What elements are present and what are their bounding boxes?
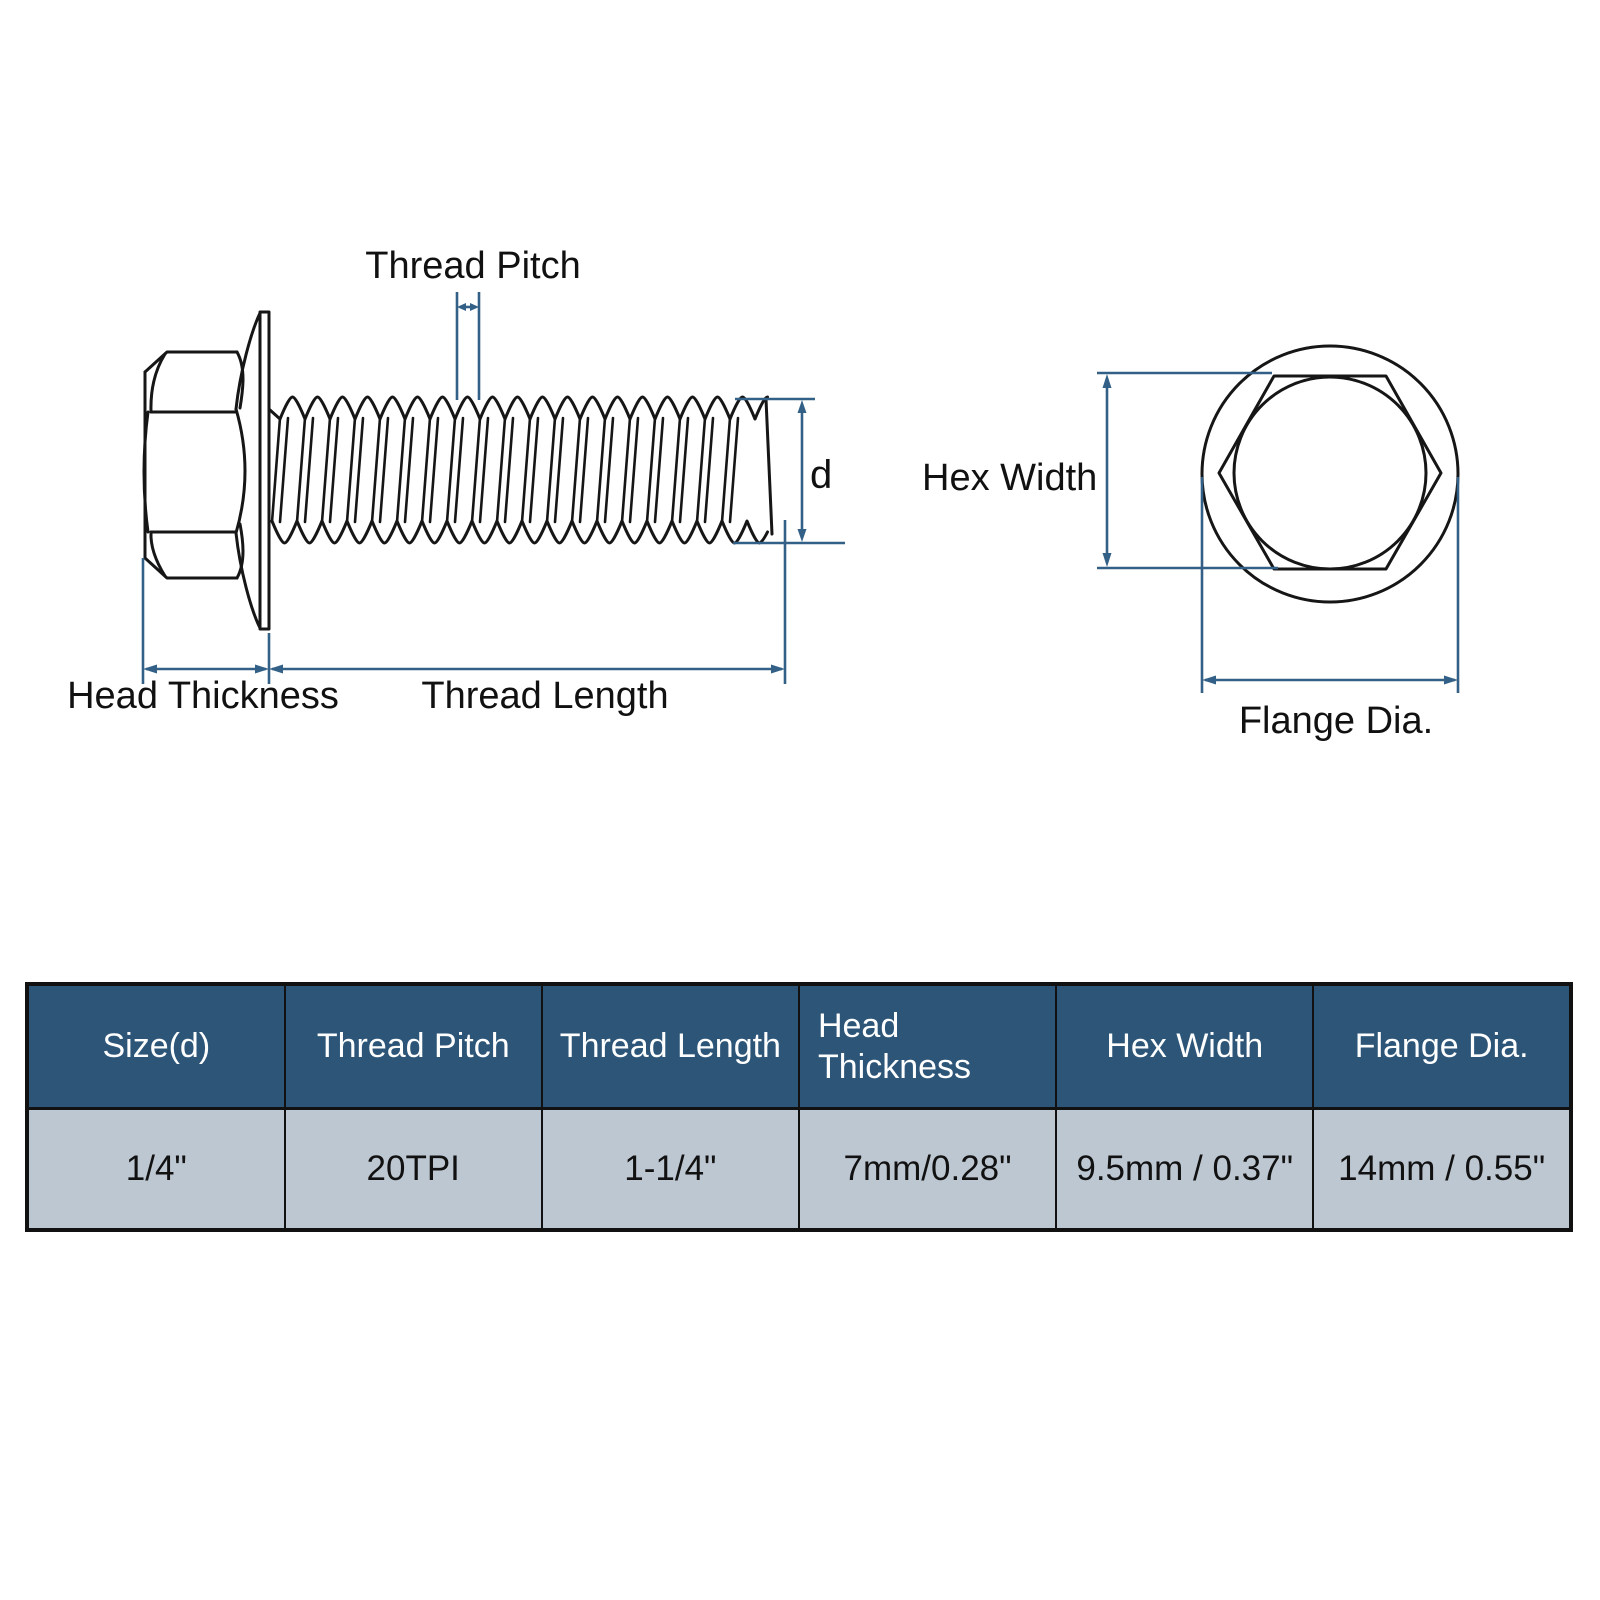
hex-outline — [1219, 376, 1441, 569]
value-size: 1/4" — [28, 1109, 285, 1230]
hex-width-label: Hex Width — [922, 457, 1098, 499]
spec-table-header-row — [28, 985, 1571, 1109]
thread-pitch-label: Thread Pitch — [365, 245, 581, 287]
value-hex-width: 9.5mm / 0.37" — [1056, 1109, 1313, 1230]
end-view-arrowheads — [1103, 374, 1459, 685]
header-thread-pitch: Thread Pitch — [285, 985, 542, 1109]
value-head-thickness: 7mm/0.28" — [799, 1109, 1056, 1230]
spec-table — [26, 983, 1572, 1231]
header-head-thickness: Head Thickness — [799, 985, 1056, 1109]
head-thickness-label: Head Thickness — [67, 675, 339, 717]
header-thread-length: Thread Length — [542, 985, 799, 1109]
diameter-d-label: d — [810, 453, 833, 497]
inscribed-circle — [1234, 377, 1426, 569]
header-flange-dia: Flange Dia. — [1313, 985, 1570, 1109]
value-flange-dia: 14mm / 0.55" — [1313, 1109, 1570, 1230]
header-hex-width: Hex Width — [1056, 985, 1313, 1109]
hex-end-view-drawing — [1202, 346, 1458, 602]
header-size: Size(d) — [28, 985, 285, 1109]
value-thread-length: 1-1/4" — [542, 1109, 799, 1230]
spec-table-data-row — [28, 1109, 1571, 1230]
flange-dia-label: Flange Dia. — [1238, 700, 1434, 742]
thread-length-label: Thread Length — [421, 675, 669, 717]
value-thread-pitch: 20TPI — [285, 1109, 542, 1230]
flange-circle — [1202, 346, 1458, 602]
